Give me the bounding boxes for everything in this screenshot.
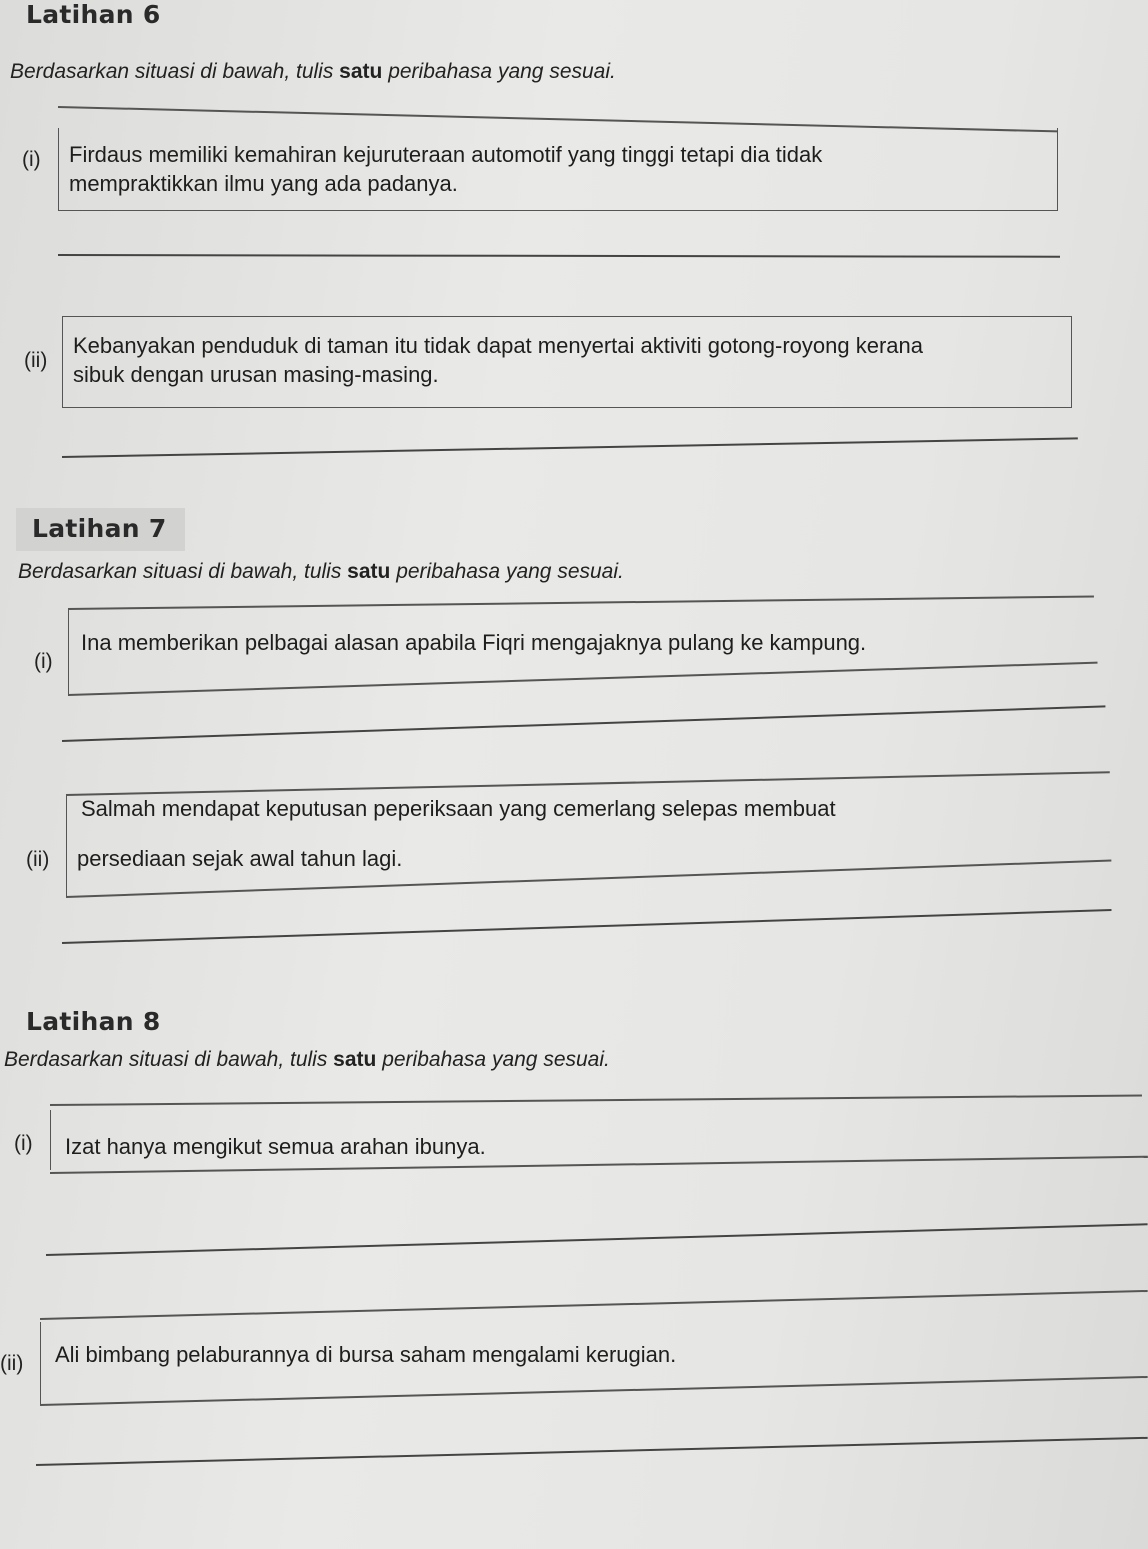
- situation-text-line-2: persediaan sejak awal tahun lagi.: [77, 846, 403, 871]
- situation-text-line-1: Izat hanya mengikut semua arahan ibunya.: [65, 1134, 486, 1159]
- exercise-8-title: Latihan 8: [26, 1007, 161, 1036]
- situation-text-line-1: Ina memberikan pelbagai alasan apabila Fiqri mengajaknya pulang ke kampung.: [81, 630, 867, 655]
- situation-text-line-1: Ali bimbang pelaburannya di bursa saham mengalami kerugian.: [55, 1342, 677, 1367]
- situation-text-line-1: Kebanyakan penduduk di taman itu tidak dapat menyertai aktiviti gotong-royong kerana: [73, 333, 923, 358]
- exercise-8-instruction: Berdasarkan situasi di bawah, tulis satu peribahasa yang sesuai.: [4, 1048, 610, 1071]
- situation-text-line-1: Firdaus memiliki kemahiran kejuruteraan automotif yang tinggi tetapi dia tidak: [69, 142, 823, 167]
- exercise-6-instruction: Berdasarkan situasi di bawah, tulis satu peribahasa yang sesuai.: [10, 60, 616, 83]
- item-label: (ii): [24, 349, 48, 372]
- exercise-7-instruction: Berdasarkan situasi di bawah, tulis satu peribahasa yang sesuai.: [18, 560, 624, 583]
- item-label: (i): [14, 1132, 33, 1155]
- box-border-top: [40, 1290, 1148, 1320]
- situation-text-line-1: Salmah mendapat keputusan peperiksaan yang cemerlang selepas membuat: [81, 796, 836, 821]
- item-label: (i): [22, 148, 41, 171]
- situation-box: [66, 794, 1111, 896]
- situation-box: [58, 128, 1058, 211]
- answer-line[interactable]: [46, 1223, 1148, 1255]
- box-border-top: [66, 771, 1110, 795]
- answer-line[interactable]: [62, 909, 1112, 943]
- situation-box: [50, 1110, 1148, 1170]
- situation-box: [40, 1322, 1148, 1404]
- item-label: (ii): [0, 1352, 24, 1375]
- item-label: (i): [34, 650, 53, 673]
- box-border-top: [50, 1094, 1142, 1105]
- answer-line[interactable]: [58, 254, 1060, 257]
- situation-box: [68, 608, 1093, 696]
- exercise-6-title: Latihan 6: [26, 0, 161, 29]
- situation-box: [62, 316, 1072, 408]
- item-label: (ii): [26, 848, 50, 871]
- answer-line[interactable]: [36, 1437, 1148, 1466]
- answer-line[interactable]: [62, 437, 1078, 457]
- situation-text-line-2: mempraktikkan ilmu yang ada padanya.: [69, 171, 458, 196]
- answer-line[interactable]: [62, 705, 1105, 741]
- situation-text-line-2: sibuk dengan urusan masing-masing.: [73, 362, 439, 387]
- exercise-7-title: Latihan 7: [16, 508, 185, 551]
